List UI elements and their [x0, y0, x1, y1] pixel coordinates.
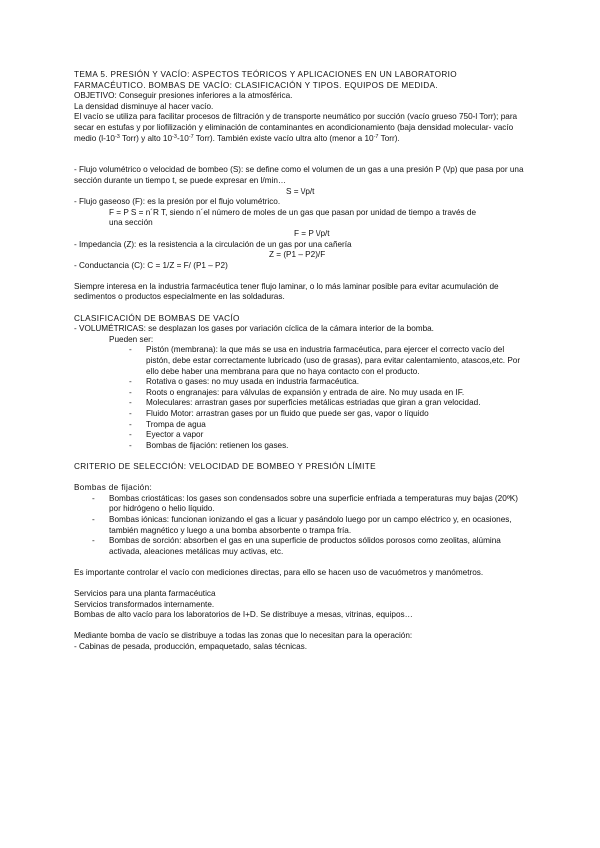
classification-heading: CLASIFICACIÓN DE BOMBAS DE VACÍO	[74, 313, 240, 323]
title-line-2: FARMACÉUTICO. BOMBAS DE VACÍO: CLASIFICACIÓN Y TIPOS. EQUIPOS DE MEDIDA.	[74, 80, 438, 90]
list-item: - Moleculares: arrastran gases por superficies metálicas estriadas que giran a gran velocidad.	[129, 398, 481, 408]
document-content	[74, 70, 530, 653]
selection-criteria: CRITERIO DE SELECCIÓN: VELOCIDAD DE BOMBEO Y PRESIÓN LÍMITE	[74, 461, 376, 471]
laminar-flow-note: Siempre interesa en la industria farmacéutica tener flujo laminar, o lo más laminar posible para evitar acumulación de sedimentos o productos especialmente en las soldaduras.	[74, 281, 499, 302]
list-item: - Pistón (membrana): la que más se usa en industria farmacéutica, para ejercer el correcto vacío del pistón, debe estar correctamente lubricado (uso de grasas), para evitar calentamiento, atascos,etc. Por ello debe haber una membrana para que no haya contacto con el producto.	[129, 345, 521, 376]
services-2: Servicios transformados internamente.	[74, 599, 215, 609]
volumetric-pumps: - VOLUMÉTRICAS: se desplazan los gases por variación cíclica de la cámara interior de la bomba.	[74, 324, 434, 334]
distribution-note: Mediante bomba de vacío se distribuye a todas las zonas que lo necesitan para la operación:	[74, 631, 413, 641]
list-item: - Bombas de sorción: absorben el gas en una superficie de productos sólidos porosos como zeolitas, alúmina activada, aleaciones metálicas muy activas, etc.	[92, 536, 501, 556]
flow-gaseous-detail-2: una sección	[109, 218, 153, 228]
formula-z: Z = (P1 – P2)/F	[269, 250, 326, 260]
title-line-1: TEMA 5. PRESIÓN Y VACÍO: ASPECTOS TEÓRICOS Y APLICACIONES EN UN LABORATORIO	[74, 70, 457, 79]
list-item: - Bombas iónicas: funcionan ionizando el gas a licuar y pasándolo luego por un campo eléctrico y, en ocasiones, también magnético y luego a una bomba absorbente o trampa fría.	[92, 514, 512, 535]
list-item: - Fluido Motor: arrastran gases por un fluido que puede ser gas, vapor o líquido	[129, 409, 429, 418]
list-item: - Rotativa o gases: no muy usada en industria farmacéutica.	[129, 377, 359, 387]
control-note: Es importante controlar el vacío con mediciones directas, para ello se hacen uso de vacuómetros y manómetros.	[74, 567, 484, 577]
list-item: - Bombas criostáticas: los gases son condensados sobre una superficie enfriada a temperaturas muy bajas (20ºK) por hidrógeno o helio líquido.	[92, 493, 518, 514]
formula-s: S = \/p/t	[286, 186, 315, 196]
vacuum-intro: El vacío se utiliza para facilitar procesos de filtración y de transporte neumático por succión (vacío grueso 750-l Torr); para secar en estufas y por liofilización y eliminación de contaminantes en acondicionamiento (baja densidad molecular- vacío medio ($l-10^{-3}$ Torr) y alto $10^{-3}-10^{-7}$ Torr). También existe vacío ultra alto (menor a $10^{-7}$ Torr).	[74, 112, 518, 143]
list-item: - Bombas de fijación: retienen los gases.	[129, 440, 289, 450]
impedance: - Impedancia (Z): es la resistencia a la circulación de un gas por una cañería	[74, 239, 352, 249]
conductance: - Conductancia (C): C = 1/Z = F/ (P1 – P2)	[74, 260, 228, 270]
flow-gaseous-detail-1: F = P S = n´R T, siendo n´el número de moles de un gas que pasan por unidad de tiempo a través de	[109, 207, 476, 217]
list-item: - Roots o engranajes: para válvulas de expansión y entrada de aire. No muy usada en IF.	[129, 387, 465, 397]
can-be-label: Pueden ser:	[109, 334, 154, 344]
density-note: La densidad disminuye al hacer vacío.	[74, 101, 214, 111]
services-3: Bombas de alto vacío para los laboratorios de I+D. Se distribuye a mesas, vitrinas, equipos…	[74, 610, 413, 620]
fixation-heading: Bombas de fijación:	[74, 483, 153, 493]
list-item: - Trompa de agua	[129, 419, 206, 429]
fixation-pump-list	[74, 494, 530, 558]
services-1: Servicios para una planta farmacéutica	[74, 589, 216, 599]
objective: OBJETIVO: Conseguir presiones inferiores a la atmosférica.	[74, 91, 293, 101]
list-item: - Eyector a vapor	[129, 430, 204, 440]
flow-volumetric: - Flujo volumétrico o velocidad de bombeo (S): se define como el volumen de un gas a una presión P (\/p) que pasa por una sección durante un tiempo t, se puede expresar en l/min…	[74, 165, 524, 185]
cabins-list: - Cabinas de pesada, producción, empaquetado, salas técnicas.	[74, 642, 308, 652]
formula-f: F = P \/p/t	[294, 228, 330, 238]
pump-types-list	[74, 345, 530, 451]
flow-gaseous: - Flujo gaseoso (F): es la presión por el flujo volumétrico.	[74, 197, 281, 207]
